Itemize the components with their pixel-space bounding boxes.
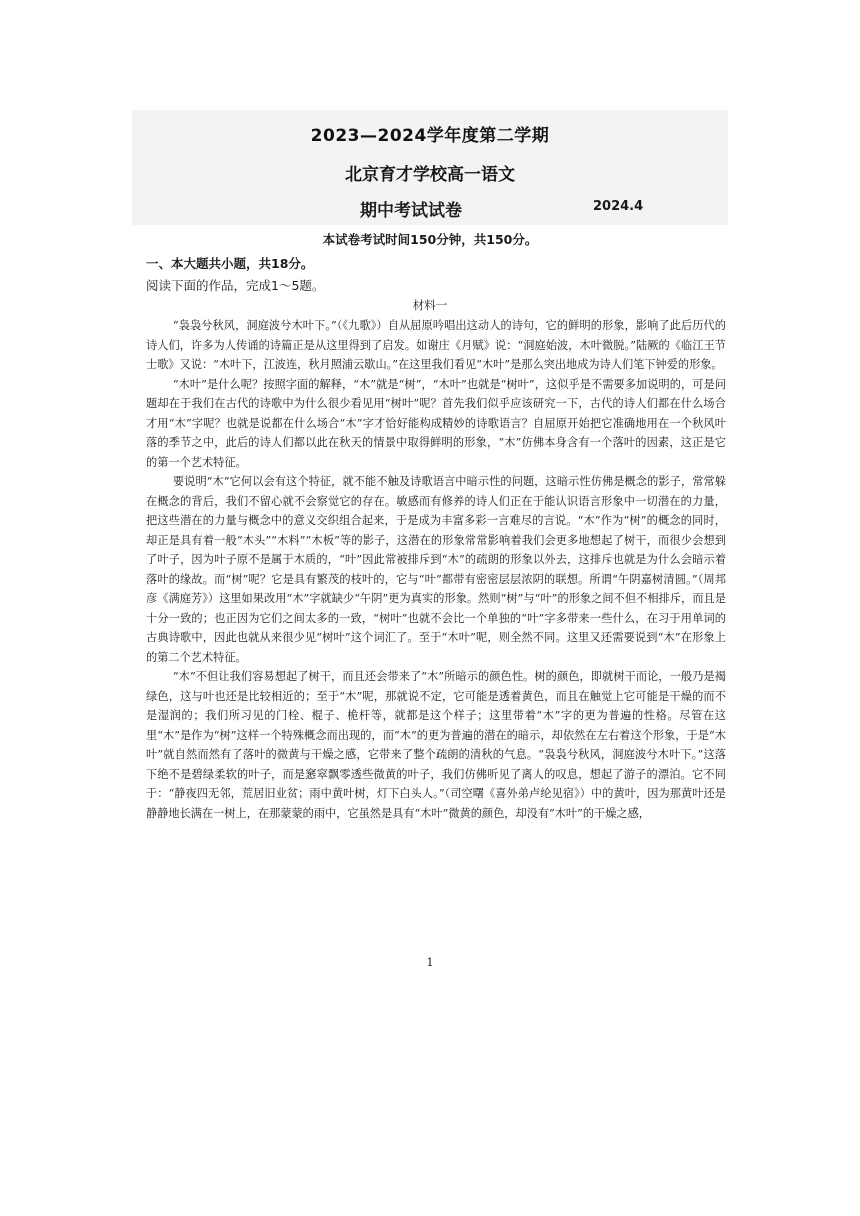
exam-date: 2024.4 (593, 199, 644, 214)
paragraph: “木叶”是什么呢？按照字面的解释，“木”就是“树”，“木叶”也就是“树叶”，这似乎是不需要多加说明的，可是问题却在于我们在古代的诗歌中为什么很少看见用“树叶”呢？首先我们似乎应该研究一下，古代的诗人们都在什么场合才用“木”字呢？也就是说都在什么场合“木”字才恰好能构成精妙的诗歌语言？自屈原开始把它准确地用在一个秋风叶落的季节之中，此后的诗人们都以此在秋天的情景中取得鲜明的形象，“木”仿佛本身含有一个落叶的因素，这正是它的第一个艺术特征。 (146, 377, 726, 469)
page-number: 1 (426, 956, 434, 969)
section-heading: 一、本大题共小题，共18分。 (146, 256, 314, 271)
paragraph: “袅袅兮秋风，洞庭波兮木叶下。”（《九歌》）自从屈原吟唱出这动人的诗句，它的鲜明的形象，影响了此后历代的诗人们，许多为人传诵的诗篇正是从这里得到了启发。如谢庄《月赋》说：“洞庭始波，木叶微脱。”陆厥的《临江王节士歌》又说：“木叶下，江波连，秋月照浦云歇山。”在这里我们看见“木叶”是那么突出地成为诗人们笔下钟爱的形象。 (146, 319, 726, 371)
title-school-line: 北京育才学校高一语文 (345, 165, 515, 185)
body-text (146, 316, 726, 823)
title-exam-line: 期中考试试卷 (360, 201, 462, 221)
exam-note: 本试卷考试时间150分钟，共150分。 (322, 232, 538, 247)
section-instruction: 阅读下面的作品，完成1～5题。 (146, 278, 325, 293)
paragraph: “木”不但让我们容易想起了树干，而且还会带来了“木”所暗示的颜色性。树的颜色，即就树干而论，一般乃是褐绿色，这与叶也还是比较相近的；至于“木”呢，那就说不定，它可能是透着黄色，而且在触觉上它可能是干燥的而不是湿润的；我们所习见的门栓、棍子、桅杆等，就都是这个样子；这里带着“木”字的更为普遍的性格。尽管在这里“木”是作为“树”这样一个特殊概念而出现的，而“木”的更为普遍的潜在的暗示，却依然在左右着这个形象，于是“木叶”就自然而然有了落叶的微黄与干燥之感，它带来了整个疏朗的清秋的气息。“袅袅兮秋风，洞庭波兮木叶下。”这落下绝不是碧绿柔软的叶子，而是窸窣飘零透些微黄的叶子，我们仿佛听见了离人的叹息，想起了游子的漂泊。它不同于：“静夜四无邻，荒居旧业贫；雨中黄叶树，灯下白头人。”（司空曙《喜外弟卢纶见宿》）中的黄叶，因为那黄叶还是静静地长满在一树上，在那蒙蒙的雨中，它虽然是具有“木叶”微黄的颜色，却没有“木叶”的干燥之感， (146, 670, 726, 820)
material-title: 材料一 (412, 298, 448, 312)
title-year-line: 2023—2024学年度第二学期 (310, 126, 550, 146)
paragraph: 要说明“木”它何以会有这个特征，就不能不触及诗歌语言中暗示性的问题，这暗示性仿佛是概念的影子，常常躲在概念的背后，我们不留心就不会察觉它的存在。敏感而有修养的诗人们正在于能认识语言形象中一切潜在的力量，把这些潜在的力量与概念中的意义交织组合起来，于是成为丰富多彩一言难尽的言说。“木”作为“树”的概念的同时，却正是具有着一般“木头”“木料”“木板”等的影子，这潜在的形象常常影响着我们会更多地想起了树干，而很少会想到了叶子，因为叶子原不是属于木质的，“叶”因此常被排斥到“木”的疏朗的形象以外去，这排斥也就是为什么会暗示着落叶的缘故。而“树”呢？它是具有繁茂的枝叶的，它与“叶”都带有密密层层浓阴的联想。所谓“午阴嘉树清圆。”（周邦彦《满庭芳》）这里如果改用“木”字就缺少“午阴”更为真实的形象。然则“树”与“叶”的形象之间不但不相排斥，而且是十分一致的；也正因为它们之间太多的一致，“树叶”也就不会比一个单独的“叶”字多带来一些什么，在习于用单词的古典诗歌中，因此也就从来很少见“树叶”这个词汇了。至于“木叶”呢，则全然不同。这里又还需要说到“木”在形象上的第二个艺术特征。 (146, 475, 726, 664)
